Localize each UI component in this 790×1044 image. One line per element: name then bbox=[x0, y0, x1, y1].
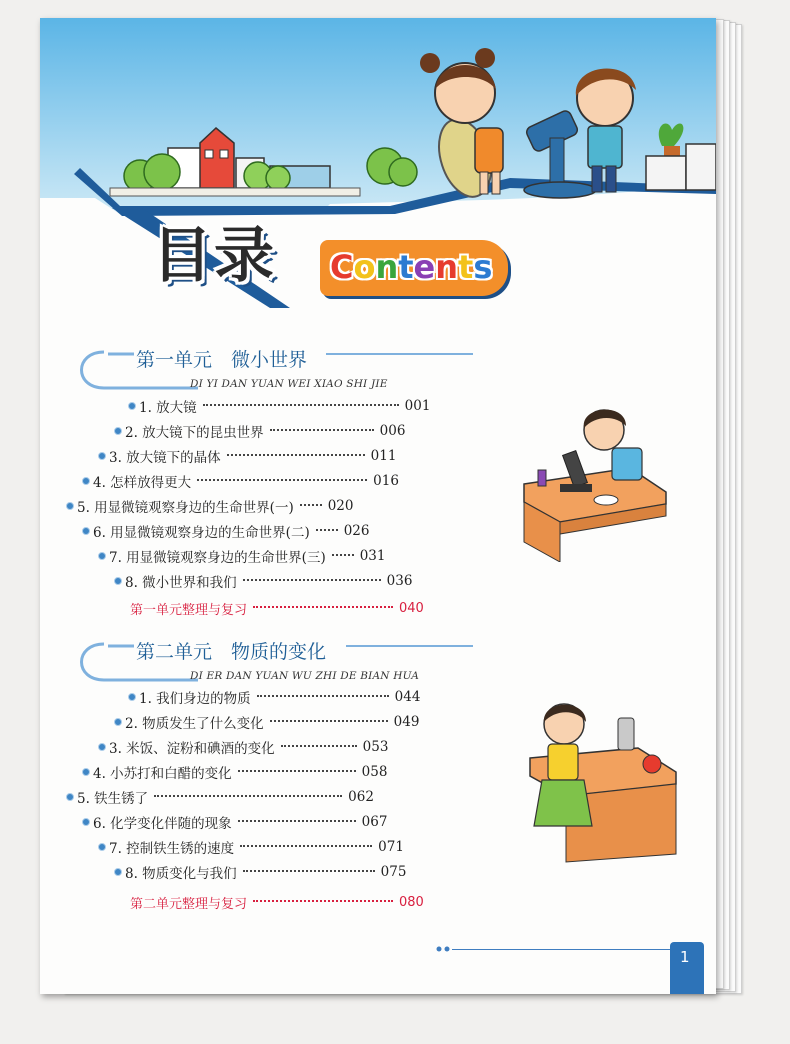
unit-title: 第一单元 微小世界 bbox=[136, 349, 308, 371]
leader-dots bbox=[243, 870, 375, 872]
entry-label: 4. 怎样放得更大 bbox=[93, 475, 192, 491]
bullet-icon bbox=[98, 743, 106, 751]
entry-page: 049 bbox=[393, 714, 420, 730]
toc-entry[interactable] bbox=[98, 737, 388, 757]
toc-entry[interactable] bbox=[82, 812, 387, 832]
toc-entry[interactable] bbox=[128, 396, 430, 416]
review-label: 第二单元整理与复习 bbox=[130, 896, 248, 912]
leader-dots bbox=[316, 529, 338, 531]
entry-page: 075 bbox=[380, 864, 407, 880]
entry-label: 8. 微小世界和我们 bbox=[125, 575, 237, 591]
entry-label: 7. 用显微镜观察身边的生命世界(三) bbox=[109, 550, 326, 566]
entry-label: 3. 米饭、淀粉和碘酒的变化 bbox=[109, 741, 275, 757]
toc-entry[interactable] bbox=[98, 546, 386, 566]
title-letter: o bbox=[353, 248, 376, 286]
toc-entry[interactable] bbox=[66, 787, 374, 807]
leader-dots bbox=[238, 770, 356, 772]
entry-label: 2. 物质发生了什么变化 bbox=[125, 716, 264, 732]
leader-dots bbox=[154, 795, 342, 797]
unit-pinyin: DI YI DAN YUAN WEI XIAO SHI JIE bbox=[190, 378, 388, 390]
leader-dots bbox=[227, 454, 365, 456]
girl-cooking-illustration bbox=[526, 694, 686, 864]
bullet-icon bbox=[82, 477, 90, 485]
entry-page: 031 bbox=[359, 548, 386, 564]
toc-entry[interactable] bbox=[114, 571, 412, 591]
review-label: 第一单元整理与复习 bbox=[130, 602, 248, 618]
page-number: 1 bbox=[680, 948, 690, 966]
entry-page: 062 bbox=[348, 789, 374, 805]
entry-label: 7. 控制铁生锈的速度 bbox=[109, 841, 235, 857]
bullet-icon bbox=[82, 818, 90, 826]
leader-dots bbox=[281, 745, 357, 747]
title-letter: C bbox=[330, 248, 354, 286]
bullet-icon bbox=[98, 552, 106, 560]
entry-page: 011 bbox=[370, 448, 397, 464]
entry-page: 067 bbox=[361, 814, 388, 830]
entry-page: 026 bbox=[343, 523, 370, 539]
page-title-en bbox=[330, 248, 492, 286]
entry-page: 006 bbox=[379, 423, 406, 439]
toc-review-entry[interactable] bbox=[130, 598, 424, 618]
entry-label: 4. 小苏打和白醋的变化 bbox=[93, 766, 232, 782]
leader-dots bbox=[243, 579, 381, 581]
title-letter: t bbox=[458, 248, 474, 286]
title-letter: t bbox=[398, 248, 414, 286]
toc-entry[interactable] bbox=[114, 712, 419, 732]
leader-dots bbox=[332, 554, 354, 556]
leader-dots bbox=[270, 429, 374, 431]
title-letter: e bbox=[413, 248, 436, 286]
leader-dots bbox=[253, 900, 393, 902]
toc-entry[interactable] bbox=[98, 837, 404, 857]
entry-label: 8. 物质变化与我们 bbox=[125, 866, 237, 882]
footer-line bbox=[452, 949, 672, 950]
leader-dots bbox=[203, 404, 399, 406]
entry-label: 6. 用显微镜观察身边的生命世界(二) bbox=[93, 525, 310, 541]
bullet-icon bbox=[114, 427, 122, 435]
review-page: 080 bbox=[399, 894, 424, 910]
bullet-icon bbox=[128, 402, 136, 410]
toc-entry[interactable] bbox=[128, 687, 420, 707]
toc-entry[interactable] bbox=[82, 762, 387, 782]
title-letter: n bbox=[435, 248, 459, 286]
unit-pinyin: DI ER DAN YUAN WU ZHI DE BIAN HUA bbox=[190, 670, 420, 682]
entry-label: 1. 放大镜 bbox=[139, 400, 197, 416]
leader-dots bbox=[253, 606, 393, 608]
entry-label: 6. 化学变化伴随的现象 bbox=[93, 816, 232, 832]
bullet-icon bbox=[114, 577, 122, 585]
bullet-icon bbox=[114, 718, 122, 726]
entry-label: 1. 我们身边的物质 bbox=[139, 691, 251, 707]
toc-entry[interactable] bbox=[82, 471, 399, 491]
leader-dots bbox=[240, 845, 372, 847]
page-title-cn: 目录 bbox=[152, 221, 276, 291]
bullet-icon bbox=[128, 693, 136, 701]
review-page: 040 bbox=[399, 600, 424, 616]
bullet-icon bbox=[82, 527, 90, 535]
bullet-icon bbox=[82, 768, 90, 776]
bullet-icon bbox=[66, 502, 74, 510]
unit-title: 第二单元 物质的变化 bbox=[136, 641, 327, 663]
entry-page: 053 bbox=[362, 739, 389, 755]
entry-page: 036 bbox=[386, 573, 413, 589]
toc-entry[interactable] bbox=[82, 521, 370, 541]
entry-page: 044 bbox=[394, 689, 421, 705]
leader-dots bbox=[197, 479, 367, 481]
leader-dots bbox=[300, 504, 322, 506]
toc-review-entry[interactable] bbox=[130, 892, 424, 912]
entry-label: 5. 用显微镜观察身边的生命世界(一) bbox=[77, 500, 294, 516]
entry-label: 3. 放大镜下的晶体 bbox=[109, 450, 221, 466]
toc-entry[interactable] bbox=[114, 421, 405, 441]
toc-entry[interactable] bbox=[114, 862, 406, 882]
toc-entry[interactable] bbox=[66, 496, 354, 516]
bullet-icon bbox=[98, 452, 106, 460]
title-letter: n bbox=[375, 248, 399, 286]
toc-page bbox=[40, 18, 716, 994]
leader-dots bbox=[238, 820, 356, 822]
bullet-icon bbox=[98, 843, 106, 851]
boy-using-microscope-illustration bbox=[520, 392, 680, 562]
leader-dots bbox=[257, 695, 389, 697]
entry-page: 071 bbox=[378, 839, 404, 855]
entry-label: 5. 铁生锈了 bbox=[77, 791, 149, 807]
entry-page: 001 bbox=[404, 398, 431, 414]
entry-page: 020 bbox=[327, 498, 354, 514]
toc-entry[interactable] bbox=[98, 446, 396, 466]
bullet-icon bbox=[66, 793, 74, 801]
bullet-icon bbox=[114, 868, 122, 876]
title-letter: s bbox=[473, 248, 493, 286]
footer-dots-icon bbox=[436, 945, 456, 953]
leader-dots bbox=[270, 720, 388, 722]
entry-label: 2. 放大镜下的昆虫世界 bbox=[125, 425, 264, 441]
entry-page: 058 bbox=[361, 764, 388, 780]
entry-page: 016 bbox=[373, 473, 399, 489]
